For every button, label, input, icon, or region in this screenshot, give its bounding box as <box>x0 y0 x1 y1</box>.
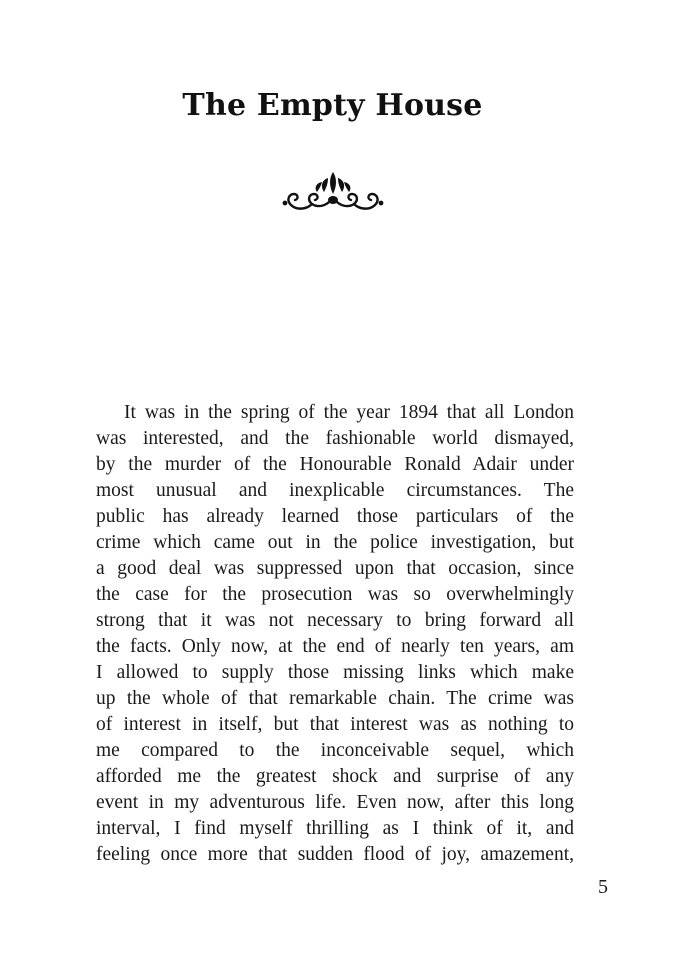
text-line: a good deal was suppressed upon that occasion, since <box>96 558 574 579</box>
text-line: up the whole of that remarkable chain. The crime was <box>96 688 574 709</box>
text-line: strong that it was not necessary to bring forward all <box>96 610 574 631</box>
text-line: feeling once more that sudden flood of joy, amazement, <box>96 844 574 865</box>
chapter-title: The Empty House <box>182 88 483 123</box>
text-line: It was in the spring of the year 1894 that all London <box>124 402 574 423</box>
text-line: most unusual and inexplicable circumstances. The <box>96 480 574 501</box>
text-line: event in my adventurous life. Even now, after this long <box>96 792 574 813</box>
text-line: afforded me the greatest shock and surprise of any <box>96 766 574 787</box>
text-line: interval, I find myself thrilling as I think of it, and <box>96 818 574 839</box>
text-line: the case for the prosecution was so overwhelmingly <box>96 584 574 605</box>
text-line: me compared to the inconceivable sequel, which <box>96 740 574 761</box>
text-line: crime which came out in the police investigation, but <box>96 532 574 553</box>
page-number: 5 <box>598 876 608 898</box>
text-line: the facts. Only now, at the end of nearly ten years, am <box>96 636 574 657</box>
body-paragraph <box>96 400 574 868</box>
text-line: I allowed to supply those missing links which make <box>96 662 574 683</box>
text-line: was interested, and the fashionable world dismayed, <box>96 428 574 449</box>
text-line: of interest in itself, but that interest was as nothing to <box>96 714 574 735</box>
text-line: public has already learned those particulars of the <box>96 506 574 527</box>
text-line: by the murder of the Honourable Ronald Adair under <box>96 454 574 475</box>
fleuron-ornament-icon <box>282 170 384 216</box>
